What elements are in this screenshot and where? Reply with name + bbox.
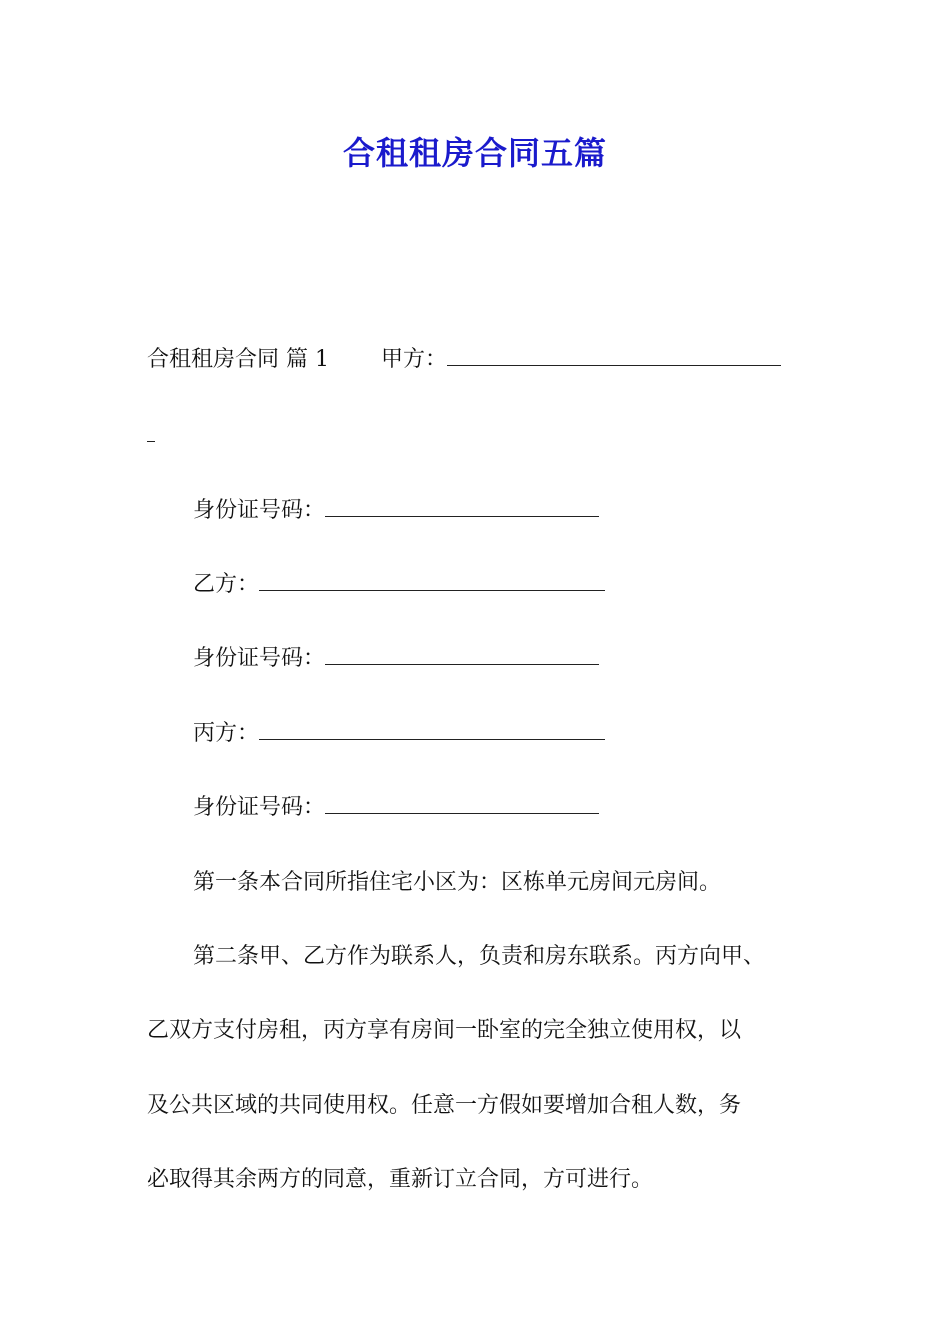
heading-line: [147, 345, 781, 375]
id-label-2: 身份证号码：: [193, 646, 326, 671]
party-b-line: [193, 570, 605, 600]
id-blank-2: [325, 644, 599, 665]
party-a-blank: [447, 345, 781, 366]
id-label-3: 身份证号码：: [193, 795, 326, 820]
party-c-line: [193, 719, 605, 749]
party-b-blank: [259, 570, 605, 591]
id-blank-3: [325, 793, 599, 814]
article-2-line-4: 必取得其余两方的同意，重新订立合同，方可进行。: [147, 1167, 654, 1192]
party-a-label: 甲方：: [380, 347, 447, 372]
article-2-line-3: 及公共区域的共同使用权。任意一方假如要增加合租人数，务: [147, 1093, 742, 1118]
party-c-blank: [259, 719, 605, 740]
document-title: 合租租房合同五篇: [342, 134, 607, 172]
article-2-line-2: 乙双方支付房租，丙方享有房间一卧室的完全独立使用权，以: [147, 1018, 742, 1043]
id-blank-1: [325, 496, 599, 517]
article-1: 第一条本合同所指住宅小区为：区栋单元房间元房间。: [193, 870, 722, 895]
id-line-1: [193, 496, 599, 526]
article-2-line-1: 第二条甲、乙方作为联系人，负责和房东联系。丙方向甲、: [193, 944, 766, 969]
id-label-1: 身份证号码：: [193, 498, 326, 523]
party-b-label: 乙方：: [193, 572, 260, 597]
id-line-2: [193, 644, 599, 674]
id-line-3: [193, 793, 599, 823]
contract-heading: 合租租房合同 篇 1: [147, 347, 329, 372]
party-c-label: 丙方：: [193, 721, 260, 746]
party-a-blank-continuation: [147, 441, 155, 442]
